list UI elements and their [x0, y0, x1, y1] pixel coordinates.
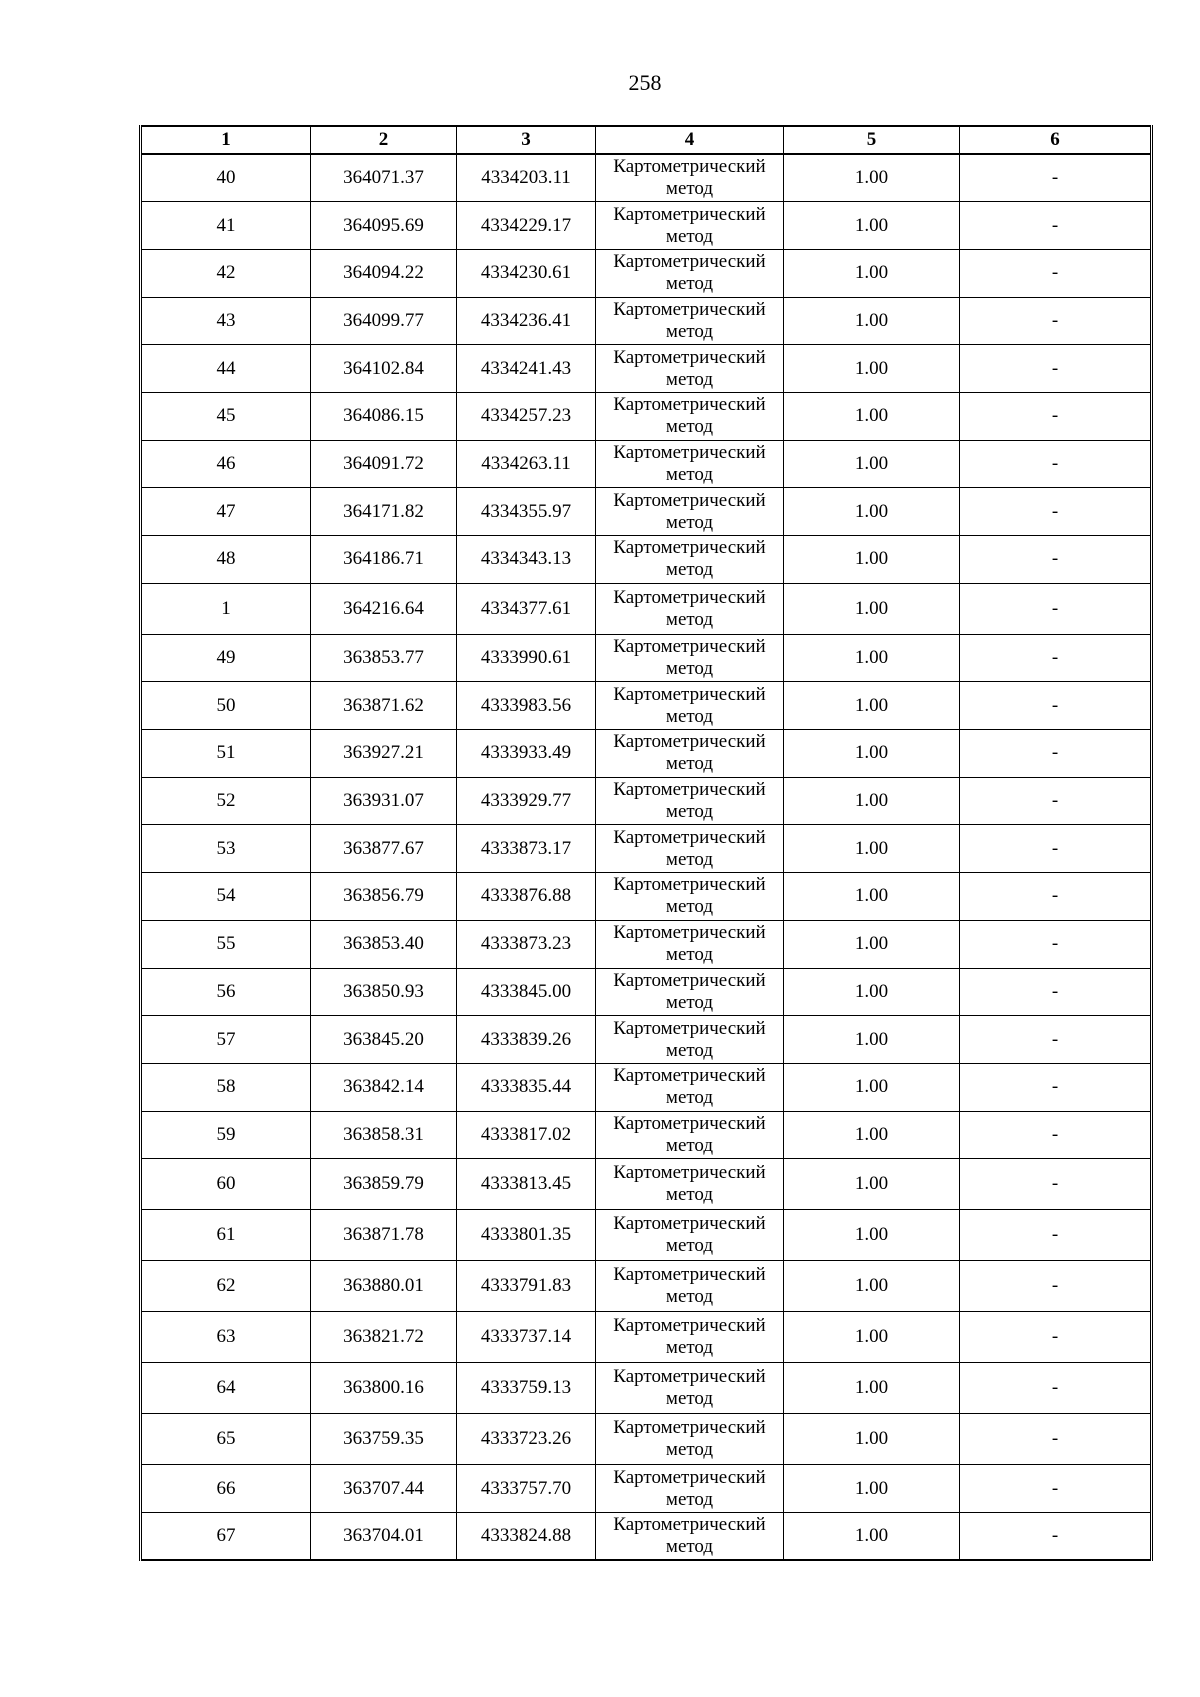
cell-accuracy: 1.00: [784, 1159, 960, 1210]
table-row: [141, 345, 1152, 393]
cell-method: [596, 1465, 784, 1513]
cell-coord-x: 363845.20: [311, 1016, 457, 1064]
cell-accuracy: 1.00: [784, 345, 960, 393]
method-line-1: Картометрический: [613, 346, 766, 368]
method-line-2: метод: [665, 1488, 714, 1510]
table-row: [141, 536, 1152, 584]
cell-note: -: [960, 154, 1152, 202]
cell-coord-y: 4333737.14: [457, 1312, 596, 1363]
cell-coord-x: 363877.67: [311, 825, 457, 873]
table-row: [141, 440, 1152, 488]
method-line-2: метод: [665, 801, 714, 823]
method-line-1: Картометрический: [613, 683, 766, 705]
cell-accuracy: 1.00: [784, 682, 960, 730]
method-line-2: метод: [665, 1087, 714, 1109]
cell-point-number: 66: [141, 1465, 311, 1513]
cell-coord-y: 4333757.70: [457, 1465, 596, 1513]
table-row: [141, 1111, 1152, 1159]
cell-point-number: 67: [141, 1512, 311, 1560]
cell-accuracy: 1.00: [784, 536, 960, 584]
cell-coord-y: 4333835.44: [457, 1063, 596, 1111]
cell-coord-x: 364171.82: [311, 488, 457, 536]
method-line-2: метод: [665, 225, 714, 247]
method-line-1: Картометрический: [613, 1417, 766, 1439]
cell-note: -: [960, 440, 1152, 488]
cell-method: [596, 1063, 784, 1111]
method-line-1: Картометрический: [613, 1366, 766, 1388]
method-line-2: метод: [665, 753, 714, 775]
table-row: [141, 249, 1152, 297]
method-line-2: метод: [665, 944, 714, 966]
cell-point-number: 58: [141, 1063, 311, 1111]
cell-method: [596, 392, 784, 440]
method-line-2: метод: [665, 320, 714, 342]
table-row: [141, 1261, 1152, 1312]
cell-method: [596, 488, 784, 536]
cell-method: [596, 440, 784, 488]
cell-coord-x: 363871.78: [311, 1210, 457, 1261]
cell-point-number: 63: [141, 1312, 311, 1363]
cell-point-number: 47: [141, 488, 311, 536]
cell-method: [596, 1111, 784, 1159]
cell-coord-y: 4334263.11: [457, 440, 596, 488]
page-number: 258: [628, 70, 662, 95]
cell-method: [596, 1210, 784, 1261]
cell-note: -: [960, 1261, 1152, 1312]
cell-method: [596, 536, 784, 584]
cell-note: -: [960, 1363, 1152, 1414]
cell-coord-y: 4334236.41: [457, 297, 596, 345]
cell-method: [596, 777, 784, 825]
method-line-1: Картометрический: [613, 1466, 766, 1488]
cell-note: -: [960, 1312, 1152, 1363]
table-row: [141, 968, 1152, 1016]
table-row: [141, 1016, 1152, 1064]
table-row: [141, 488, 1152, 536]
method-line-1: Картометрический: [613, 251, 766, 273]
cell-coord-y: 4333759.13: [457, 1363, 596, 1414]
cell-note: -: [960, 297, 1152, 345]
cell-note: -: [960, 1016, 1152, 1064]
header-col-5: 5: [784, 126, 960, 154]
cell-coord-y: 4333824.88: [457, 1512, 596, 1560]
method-line-2: метод: [665, 991, 714, 1013]
cell-coord-y: 4333929.77: [457, 777, 596, 825]
cell-accuracy: 1.00: [784, 1016, 960, 1064]
method-line-1: Картометрический: [613, 826, 766, 848]
cell-point-number: 41: [141, 202, 311, 250]
method-line-1: Картометрический: [613, 636, 766, 658]
cell-coord-y: 4333876.88: [457, 873, 596, 921]
cell-point-number: 43: [141, 297, 311, 345]
cell-coord-y: 4333990.61: [457, 634, 596, 682]
cell-accuracy: 1.00: [784, 249, 960, 297]
cell-point-number: 55: [141, 920, 311, 968]
cell-accuracy: 1.00: [784, 392, 960, 440]
cell-coord-y: 4333845.00: [457, 968, 596, 1016]
table-row: [141, 873, 1152, 921]
cell-point-number: 54: [141, 873, 311, 921]
cell-note: -: [960, 1063, 1152, 1111]
cell-accuracy: 1.00: [784, 777, 960, 825]
table-row: [141, 777, 1152, 825]
cell-method: [596, 634, 784, 682]
cell-coord-x: 363880.01: [311, 1261, 457, 1312]
cell-note: -: [960, 968, 1152, 1016]
cell-note: -: [960, 1210, 1152, 1261]
method-line-1: Картометрический: [613, 1112, 766, 1134]
cell-accuracy: 1.00: [784, 297, 960, 345]
method-line-2: метод: [665, 1439, 714, 1461]
cell-accuracy: 1.00: [784, 154, 960, 202]
cell-point-number: 65: [141, 1414, 311, 1465]
table-row: [141, 1312, 1152, 1363]
cell-coord-x: 364102.84: [311, 345, 457, 393]
cell-note: -: [960, 583, 1152, 634]
cell-coord-x: 364216.64: [311, 583, 457, 634]
cell-coord-y: 4334377.61: [457, 583, 596, 634]
cell-note: -: [960, 202, 1152, 250]
cell-point-number: 52: [141, 777, 311, 825]
table-row: [141, 1512, 1152, 1560]
cell-point-number: 49: [141, 634, 311, 682]
cell-point-number: 56: [141, 968, 311, 1016]
cell-method: [596, 297, 784, 345]
cell-coord-y: 4334230.61: [457, 249, 596, 297]
method-line-1: Картометрический: [613, 537, 766, 559]
cell-point-number: 61: [141, 1210, 311, 1261]
cell-point-number: 40: [141, 154, 311, 202]
cell-note: -: [960, 682, 1152, 730]
cell-accuracy: 1.00: [784, 873, 960, 921]
cell-point-number: 1: [141, 583, 311, 634]
method-line-2: метод: [665, 658, 714, 680]
cell-coord-y: 4333791.83: [457, 1261, 596, 1312]
method-line-2: метод: [665, 608, 714, 630]
cell-method: [596, 1016, 784, 1064]
table-row: [141, 1063, 1152, 1111]
cell-point-number: 45: [141, 392, 311, 440]
header-col-4: 4: [596, 126, 784, 154]
cell-method: [596, 1312, 784, 1363]
table-row: [141, 297, 1152, 345]
method-line-1: Картометрический: [613, 1315, 766, 1337]
table-row: [141, 1414, 1152, 1465]
method-line-2: метод: [665, 1184, 714, 1206]
cell-note: -: [960, 392, 1152, 440]
method-line-1: Картометрический: [613, 441, 766, 463]
method-line-1: Картометрический: [613, 969, 766, 991]
cell-method: [596, 345, 784, 393]
cell-coord-x: 363707.44: [311, 1465, 457, 1513]
cell-coord-y: 4333933.49: [457, 730, 596, 778]
cell-coord-x: 364186.71: [311, 536, 457, 584]
cell-coord-y: 4333873.17: [457, 825, 596, 873]
cell-accuracy: 1.00: [784, 1363, 960, 1414]
cell-coord-x: 363927.21: [311, 730, 457, 778]
cell-method: [596, 1512, 784, 1560]
cell-method: [596, 730, 784, 778]
method-line-2: метод: [665, 178, 714, 200]
cell-coord-x: 363871.62: [311, 682, 457, 730]
cell-coord-x: 363759.35: [311, 1414, 457, 1465]
cell-accuracy: 1.00: [784, 968, 960, 1016]
cell-point-number: 50: [141, 682, 311, 730]
cell-accuracy: 1.00: [784, 440, 960, 488]
cell-coord-x: 363853.77: [311, 634, 457, 682]
cell-coord-x: 363856.79: [311, 873, 457, 921]
cell-note: -: [960, 1465, 1152, 1513]
cell-accuracy: 1.00: [784, 1465, 960, 1513]
method-line-1: Картометрический: [613, 489, 766, 511]
cell-coord-x: 363858.31: [311, 1111, 457, 1159]
method-line-1: Картометрический: [613, 922, 766, 944]
method-line-1: Картометрический: [613, 779, 766, 801]
table-row: [141, 1159, 1152, 1210]
coordinates-table-container: [139, 125, 1153, 1561]
table-row: [141, 682, 1152, 730]
table-row: [141, 154, 1152, 202]
cell-note: -: [960, 777, 1152, 825]
cell-point-number: 60: [141, 1159, 311, 1210]
table-row: [141, 583, 1152, 634]
method-line-1: Картометрический: [613, 731, 766, 753]
method-line-2: метод: [665, 1235, 714, 1257]
method-line-1: Картометрический: [613, 298, 766, 320]
cell-point-number: 64: [141, 1363, 311, 1414]
cell-method: [596, 1159, 784, 1210]
cell-point-number: 42: [141, 249, 311, 297]
cell-accuracy: 1.00: [784, 1111, 960, 1159]
method-line-2: метод: [665, 1337, 714, 1359]
cell-coord-y: 4333873.23: [457, 920, 596, 968]
method-line-2: метод: [665, 705, 714, 727]
cell-accuracy: 1.00: [784, 1512, 960, 1560]
cell-method: [596, 920, 784, 968]
cell-coord-y: 4333801.35: [457, 1210, 596, 1261]
cell-coord-x: 364099.77: [311, 297, 457, 345]
method-line-2: метод: [665, 368, 714, 390]
cell-coord-y: 4334203.11: [457, 154, 596, 202]
cell-accuracy: 1.00: [784, 1261, 960, 1312]
method-line-2: метод: [665, 848, 714, 870]
cell-method: [596, 583, 784, 634]
cell-method: [596, 873, 784, 921]
cell-accuracy: 1.00: [784, 488, 960, 536]
method-line-1: Картометрический: [613, 874, 766, 896]
cell-coord-y: 4334257.23: [457, 392, 596, 440]
cell-point-number: 44: [141, 345, 311, 393]
cell-method: [596, 1261, 784, 1312]
cell-point-number: 48: [141, 536, 311, 584]
cell-coord-x: 364091.72: [311, 440, 457, 488]
method-line-2: метод: [665, 463, 714, 485]
cell-coord-x: 363853.40: [311, 920, 457, 968]
method-line-1: Картометрический: [613, 1514, 766, 1536]
method-line-2: метод: [665, 511, 714, 533]
cell-method: [596, 682, 784, 730]
method-line-2: метод: [665, 416, 714, 438]
cell-point-number: 53: [141, 825, 311, 873]
cell-note: -: [960, 1414, 1152, 1465]
cell-note: -: [960, 1111, 1152, 1159]
cell-coord-y: 4333983.56: [457, 682, 596, 730]
cell-note: -: [960, 825, 1152, 873]
cell-coord-y: 4333839.26: [457, 1016, 596, 1064]
method-line-1: Картометрический: [613, 1264, 766, 1286]
cell-point-number: 57: [141, 1016, 311, 1064]
cell-note: -: [960, 488, 1152, 536]
cell-method: [596, 968, 784, 1016]
cell-point-number: 46: [141, 440, 311, 488]
cell-accuracy: 1.00: [784, 583, 960, 634]
method-line-2: метод: [665, 559, 714, 581]
method-line-1: Картометрический: [613, 1213, 766, 1235]
cell-note: -: [960, 730, 1152, 778]
table-row: [141, 202, 1152, 250]
cell-accuracy: 1.00: [784, 1312, 960, 1363]
cell-note: -: [960, 1512, 1152, 1560]
table-body: [141, 154, 1152, 1560]
cell-accuracy: 1.00: [784, 1210, 960, 1261]
table-row: [141, 634, 1152, 682]
cell-coord-x: 363842.14: [311, 1063, 457, 1111]
cell-method: [596, 154, 784, 202]
cell-accuracy: 1.00: [784, 202, 960, 250]
cell-coord-y: 4333723.26: [457, 1414, 596, 1465]
cell-coord-x: 364071.37: [311, 154, 457, 202]
table-row: [141, 1465, 1152, 1513]
cell-coord-x: 363704.01: [311, 1512, 457, 1560]
cell-point-number: 62: [141, 1261, 311, 1312]
cell-accuracy: 1.00: [784, 920, 960, 968]
cell-accuracy: 1.00: [784, 634, 960, 682]
cell-method: [596, 249, 784, 297]
table-row: [141, 392, 1152, 440]
cell-method: [596, 825, 784, 873]
cell-coord-x: 364095.69: [311, 202, 457, 250]
cell-coord-y: 4333817.02: [457, 1111, 596, 1159]
header-col-6: 6: [960, 126, 1152, 154]
cell-coord-y: 4334229.17: [457, 202, 596, 250]
cell-accuracy: 1.00: [784, 1414, 960, 1465]
cell-accuracy: 1.00: [784, 825, 960, 873]
header-col-3: 3: [457, 126, 596, 154]
method-line-2: метод: [665, 896, 714, 918]
method-line-2: метод: [665, 273, 714, 295]
header-col-1: 1: [141, 126, 311, 154]
table-row: [141, 1363, 1152, 1414]
table-row: [141, 730, 1152, 778]
cell-note: -: [960, 634, 1152, 682]
method-line-1: Картометрический: [613, 1065, 766, 1087]
cell-note: -: [960, 873, 1152, 921]
table-header-row: [141, 126, 1152, 154]
table-row: [141, 1210, 1152, 1261]
cell-coord-x: 363800.16: [311, 1363, 457, 1414]
cell-method: [596, 1363, 784, 1414]
method-line-1: Картометрический: [613, 394, 766, 416]
coordinates-table: [139, 125, 1153, 1561]
cell-point-number: 51: [141, 730, 311, 778]
cell-method: [596, 1414, 784, 1465]
method-line-2: метод: [665, 1134, 714, 1156]
cell-point-number: 59: [141, 1111, 311, 1159]
cell-note: -: [960, 249, 1152, 297]
cell-coord-y: 4334343.13: [457, 536, 596, 584]
cell-note: -: [960, 1159, 1152, 1210]
cell-accuracy: 1.00: [784, 730, 960, 778]
method-line-1: Картометрический: [613, 586, 766, 608]
cell-coord-x: 364086.15: [311, 392, 457, 440]
cell-coord-y: 4333813.45: [457, 1159, 596, 1210]
cell-coord-x: 364094.22: [311, 249, 457, 297]
cell-coord-x: 363859.79: [311, 1159, 457, 1210]
method-line-1: Картометрический: [613, 1017, 766, 1039]
method-line-1: Картометрический: [613, 156, 766, 178]
method-line-2: метод: [665, 1536, 714, 1558]
cell-coord-x: 363931.07: [311, 777, 457, 825]
cell-coord-x: 363850.93: [311, 968, 457, 1016]
table-row: [141, 920, 1152, 968]
cell-coord-y: 4334241.43: [457, 345, 596, 393]
method-line-1: Картометрический: [613, 1162, 766, 1184]
method-line-2: метод: [665, 1388, 714, 1410]
cell-method: [596, 202, 784, 250]
cell-coord-y: 4334355.97: [457, 488, 596, 536]
cell-coord-x: 363821.72: [311, 1312, 457, 1363]
method-line-1: Картометрический: [613, 203, 766, 225]
cell-note: -: [960, 345, 1152, 393]
cell-note: -: [960, 536, 1152, 584]
table-row: [141, 825, 1152, 873]
cell-accuracy: 1.00: [784, 1063, 960, 1111]
method-line-2: метод: [665, 1039, 714, 1061]
cell-note: -: [960, 920, 1152, 968]
method-line-2: метод: [665, 1286, 714, 1308]
header-col-2: 2: [311, 126, 457, 154]
